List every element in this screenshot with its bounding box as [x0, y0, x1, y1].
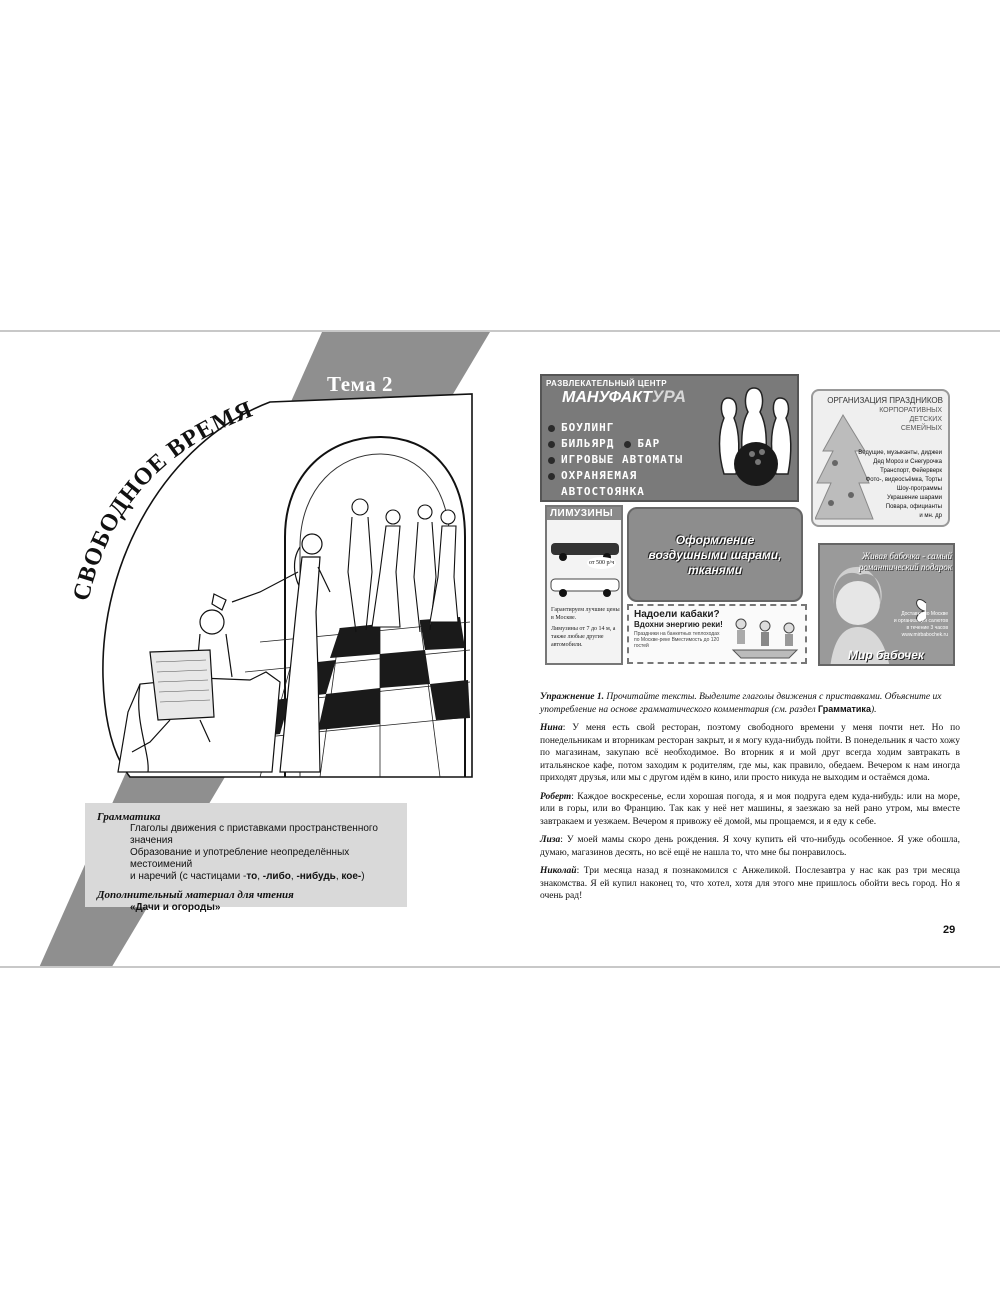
paragraph-nikolay: Николай: Три месяца назад я познакомился с Анжеликой. Послезавтра у нас как раз три месяца знакомства. Я ей купил наконец то, что хотел, хотя для этого мне пришлось обойти весь город. Но я очень рад! — [540, 866, 960, 901]
kabaki-title: Надоели кабаки? — [634, 609, 720, 620]
exercise-label: Упражнение 1. — [540, 692, 604, 702]
theme-label: Тема 2 — [327, 372, 393, 396]
paragraph-robert: Роберт: Каждое воскресенье, если хорошая погода, я и моя подруга едем куда-нибудь: или на море, или в горы, или во Францию. Так как у неё нет машины, я заезжаю за ней рано утром, мы вместе завтракаем и уезжаем. Вечером я привожу её домой, мы прощаемся, и я еду к себе. — [540, 791, 960, 827]
ad-butterflies — [818, 543, 955, 666]
kabaki-small: Праздники на банкетных теплоходах по Москве-реке Вместимость до 120 гостей — [634, 631, 720, 649]
mf-item: ОХРАНЯЕМАЯ — [548, 468, 683, 484]
limo-price: от 500 р/ч — [587, 557, 616, 569]
butterflies-brand: Мир бабочек — [848, 648, 925, 662]
grammar-line-1: Глаголы движения с приставками пространственного значения — [130, 823, 378, 846]
ad-river-party — [627, 604, 807, 664]
kabaki-subtitle: Вдохни энергию реки! — [634, 620, 723, 629]
grammar-heading: Грамматика — [97, 811, 161, 823]
limo-text: Гарантируем лучшие цены в Москве. Лимузины от 7 до 14 м, а также любые другие автомобили. — [551, 607, 620, 648]
particle-libo: -либо — [262, 871, 291, 882]
exercise-instruction: Прочитайте тексты. Выделите глаголы движения с приставками. Объясните их употребление на основе грамматического комментария (см. раздел — [540, 692, 942, 715]
mf-item: АВТОСТОЯНКА — [561, 485, 645, 498]
extra-reading-heading: Дополнительный материал для чтения — [97, 889, 294, 901]
party-people-icon — [729, 614, 801, 660]
butterflies-small: Доставка по Москве и организация салютов в течение 3 часов www.mirbabochek.ru — [893, 611, 948, 638]
particle-to: то — [246, 871, 258, 882]
chapter-title: СВОБОДНОЕ ВРЕМЯ — [68, 396, 257, 604]
mf-item: ИГРОВЫЕ АВТОМАТЫ — [548, 452, 683, 468]
particle-nibud: -нибудь — [296, 871, 336, 882]
bullet-icon — [548, 425, 555, 432]
limo-title: ЛИМУЗИНЫ — [547, 507, 621, 520]
mf-list — [548, 420, 683, 500]
grammar-line-2: Образование и употребление неопределённых местоимений — [130, 847, 350, 870]
svg-text:СВОБОДНОЕ ВРЕМЯ — [68, 396, 256, 603]
mf-brand-part-2: УРА — [651, 387, 686, 406]
particles-prefix: и наречий (с частицами - — [130, 871, 247, 882]
particle-koe: кое- — [341, 871, 362, 882]
org-title-2: КОРПОРАТИВНЫХ — [879, 407, 942, 414]
bullet-icon — [548, 473, 555, 480]
mf-brand-part-1: МАНУФАКТ — [562, 389, 652, 406]
exercise-heading: Упражнение 1. Прочитайте тексты. Выделите глаголы движения с приставками. Объясните их употребление на основе грамматического комментария (см. раздел Грамматика). — [540, 692, 942, 715]
paragraph-nina: Нина: У меня есть свой ресторан, поэтому свободного времени у меня почти нет. Но по понедельникам и вторникам ресторан закрыт, и я могу куда-нибудь пойти. В понедельник я часто хожу по магазинам, закупаю всё необходимое. Во вторник я и мой друг всегда ходим завтракать в итальянское кафе, потом заходим к родителям, где мы, как правило, обедаем. Вечером к нам иногда приходят друзья, или мы с другом идём в кино, или просто никуда не выходим и остаёмся дома. — [540, 723, 960, 783]
extra-reading-title: «Дачи и огороды» — [130, 902, 221, 913]
bullet-icon — [548, 457, 555, 464]
bullet-icon — [548, 441, 555, 448]
ad-limousines — [545, 505, 623, 665]
speaker-name: Нина — [540, 723, 563, 733]
mf-item: БИЛЬЯРД БАР — [548, 436, 683, 452]
grammar-line-3: и наречий (с частицами -то, -либо, -нибудь, кое-) — [130, 871, 365, 882]
ad-balloons — [627, 507, 803, 602]
bowling-pins-icon — [714, 382, 796, 498]
bullet-icon — [624, 441, 631, 448]
butterflies-title: Живая бабочка - самый романтический подарок — [858, 551, 952, 572]
exercise — [540, 691, 960, 903]
grammar-box — [85, 803, 407, 913]
mf-item: БОУЛИНГ — [548, 420, 683, 436]
speaker-name: Николай — [540, 866, 577, 876]
paragraph-liza: Лиза: У моей мамы скоро день рождения. Я хочу купить ей что-нибудь особенное. Я уже обошла, думаю, магазинов десять, но всё ещё не нашла то, что мне бы понравилось. — [540, 835, 960, 858]
org-title-1: ОРГАНИЗАЦИЯ ПРАЗДНИКОВ — [827, 396, 943, 405]
mf-header: РАЗВЛЕКАТЕЛЬНЫЙ ЦЕНТР — [546, 379, 667, 388]
ad-holiday-organization — [811, 389, 950, 527]
book-spread — [0, 330, 1000, 968]
org-title-3: ДЕТСКИХ — [909, 416, 942, 423]
org-services: Ведущие, музыканты, диджеи Дед Мороз и Снегурочка Транспорт, Фейерверк Фото-, видеосъёмка, Торты Шоу-программы Украшение шарами Повара, официанты и мн. др — [858, 450, 942, 519]
exercise-reference: Грамматика — [818, 704, 871, 714]
speaker-name: Роберт — [540, 791, 572, 802]
org-title-4: СЕМЕЙНЫХ — [900, 425, 942, 432]
page-number: 29 — [943, 924, 956, 936]
speaker-name: Лиза — [540, 835, 561, 845]
balloons-text: Оформление воздушными шарами, тканями — [648, 533, 782, 577]
ad-manufaktura — [540, 374, 799, 502]
